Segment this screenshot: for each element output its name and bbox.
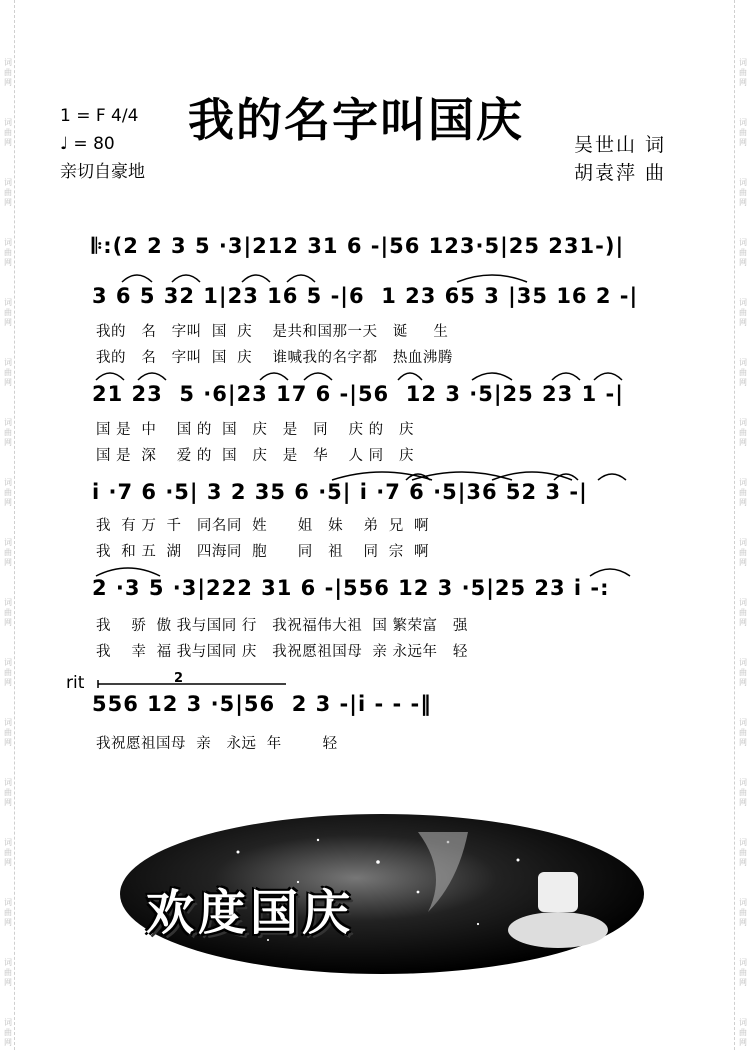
lyric-line-2b: 我的 名 字叫 国 庆 谁喊我的名字都 热血沸腾 bbox=[96, 350, 453, 366]
svg-text:2: 2 bbox=[174, 671, 184, 686]
score-line-6 bbox=[92, 692, 692, 736]
watermark-glyphs: 词 曲 网 bbox=[739, 178, 747, 207]
watermark-glyphs: 词 曲 网 bbox=[739, 598, 747, 627]
watermark-glyphs: 词 曲 网 bbox=[739, 658, 747, 687]
watermark-glyphs: 词 曲 网 bbox=[4, 1018, 12, 1047]
song-title: 我的名字叫国庆 bbox=[188, 93, 524, 147]
lyricist-credit: 吴世山 词 bbox=[574, 134, 667, 156]
slur-marks-2 bbox=[92, 266, 692, 286]
watermark-glyphs: 词 曲 网 bbox=[4, 658, 12, 687]
watermark-glyphs: 词 曲 网 bbox=[4, 118, 12, 147]
watermark-glyphs: 词 曲 网 bbox=[739, 778, 747, 807]
watermark-glyphs: 词 曲 网 bbox=[4, 898, 12, 927]
watermark-glyphs: 词 曲 网 bbox=[4, 238, 12, 267]
notation-line-2: 3 6 5 32 1|23 16 5 -|6 1 23 65 3 |35 16 2 -| bbox=[92, 284, 639, 308]
watermark-glyphs: 词 曲 网 bbox=[739, 58, 747, 87]
notation-line-5: 2 ·3 5 ·3|222 31 6 -|556 12 3 ·5|25 23 i -: bbox=[92, 576, 610, 600]
lyric-line-5b: 我 幸 福 我与国同 庆 我祝愿祖国母 亲 永远年 轻 bbox=[96, 644, 468, 660]
ritardando-mark: rit bbox=[66, 673, 85, 693]
watermark-glyphs: 词 曲 网 bbox=[4, 58, 12, 87]
watermark-glyphs: 词 曲 网 bbox=[4, 718, 12, 747]
watermark-glyphs: 词 曲 网 bbox=[739, 118, 747, 147]
composer-credit: 胡袁萍 曲 bbox=[574, 162, 667, 184]
notation-line-4: i ·7 6 ·5| 3 2 35 6 ·5| i ·7 6 ·5|36 52 3 -| bbox=[92, 480, 588, 504]
watermark-glyphs: 词 曲 网 bbox=[739, 898, 747, 927]
lyric-line-5a: 我 骄 傲 我与国同 行 我祝福伟大祖 国 繁荣富 强 bbox=[96, 618, 468, 634]
lyric-line-4b: 我 和 五 湖 四海同 胞 同 祖 同 宗 啊 bbox=[96, 544, 429, 560]
right-edge-line bbox=[734, 0, 735, 1050]
slur-marks-3 bbox=[92, 364, 692, 384]
notation-line-6: 556 12 3 ·5|56 2 3 -|i - - -‖ bbox=[92, 692, 432, 716]
key-signature: 1 = F 4/4 bbox=[60, 106, 139, 126]
watermark-glyphs: 词 曲 网 bbox=[4, 838, 12, 867]
expression-mark: 亲切自豪地 bbox=[60, 162, 145, 182]
watermark-glyphs: 词 曲 网 bbox=[739, 838, 747, 867]
watermark-glyphs: 词 曲 网 bbox=[4, 358, 12, 387]
watermark-glyphs: 词 曲 网 bbox=[739, 298, 747, 327]
watermark-glyphs: 词 曲 网 bbox=[739, 958, 747, 987]
watermark-glyphs: 词 曲 网 bbox=[739, 478, 747, 507]
watermark-glyphs: 词 曲 网 bbox=[4, 478, 12, 507]
lyric-line-4a: 我 有 万 千 同名同 姓 姐 妹 弟 兄 啊 bbox=[96, 518, 429, 534]
volta-bracket bbox=[96, 670, 296, 690]
watermark-glyphs: 词 曲 网 bbox=[4, 958, 12, 987]
watermark-glyphs: 词 曲 网 bbox=[4, 298, 12, 327]
notation-line-3: 21 23 5 ·6|23 17 6 -|56 12 3 ·5|25 23 1 -| bbox=[92, 382, 624, 406]
lyric-line-6: 我祝愿祖国母 亲 永远 年 轻 bbox=[96, 736, 338, 752]
tempo-mark: ♩ = 80 bbox=[60, 134, 115, 154]
national-day-banner bbox=[118, 812, 646, 976]
left-edge-line bbox=[14, 0, 15, 1050]
watermark-glyphs: 词 曲 网 bbox=[739, 358, 747, 387]
lyric-line-2a: 我的 名 字叫 国 庆 是共和国那一天 诞 生 bbox=[96, 324, 449, 340]
watermark-glyphs: 词 曲 网 bbox=[4, 178, 12, 207]
lyric-line-3a: 国 是 中 国 的 国 庆 是 同 庆 的 庆 bbox=[96, 422, 414, 438]
watermark-glyphs: 词 曲 网 bbox=[739, 718, 747, 747]
notation-line-1: 𝄆:(2 2 3 5 ·3|212 31 6 -|56 123·5|25 231-)| bbox=[92, 234, 625, 258]
watermark-glyphs: 词 曲 网 bbox=[739, 538, 747, 567]
banner-title: 欢度国庆 bbox=[146, 885, 355, 941]
watermark-glyphs: 词 曲 网 bbox=[739, 418, 747, 447]
watermark-glyphs: 词 曲 网 bbox=[4, 538, 12, 567]
watermark-glyphs: 词 曲 网 bbox=[739, 238, 747, 267]
watermark-glyphs: 词 曲 网 bbox=[739, 1018, 747, 1047]
lyric-line-3b: 国 是 深 爱 的 国 庆 是 华 人 同 庆 bbox=[96, 448, 414, 464]
watermark-glyphs: 词 曲 网 bbox=[4, 778, 12, 807]
watermark-glyphs: 词 曲 网 bbox=[4, 418, 12, 447]
watermark-glyphs: 词 曲 网 bbox=[4, 598, 12, 627]
